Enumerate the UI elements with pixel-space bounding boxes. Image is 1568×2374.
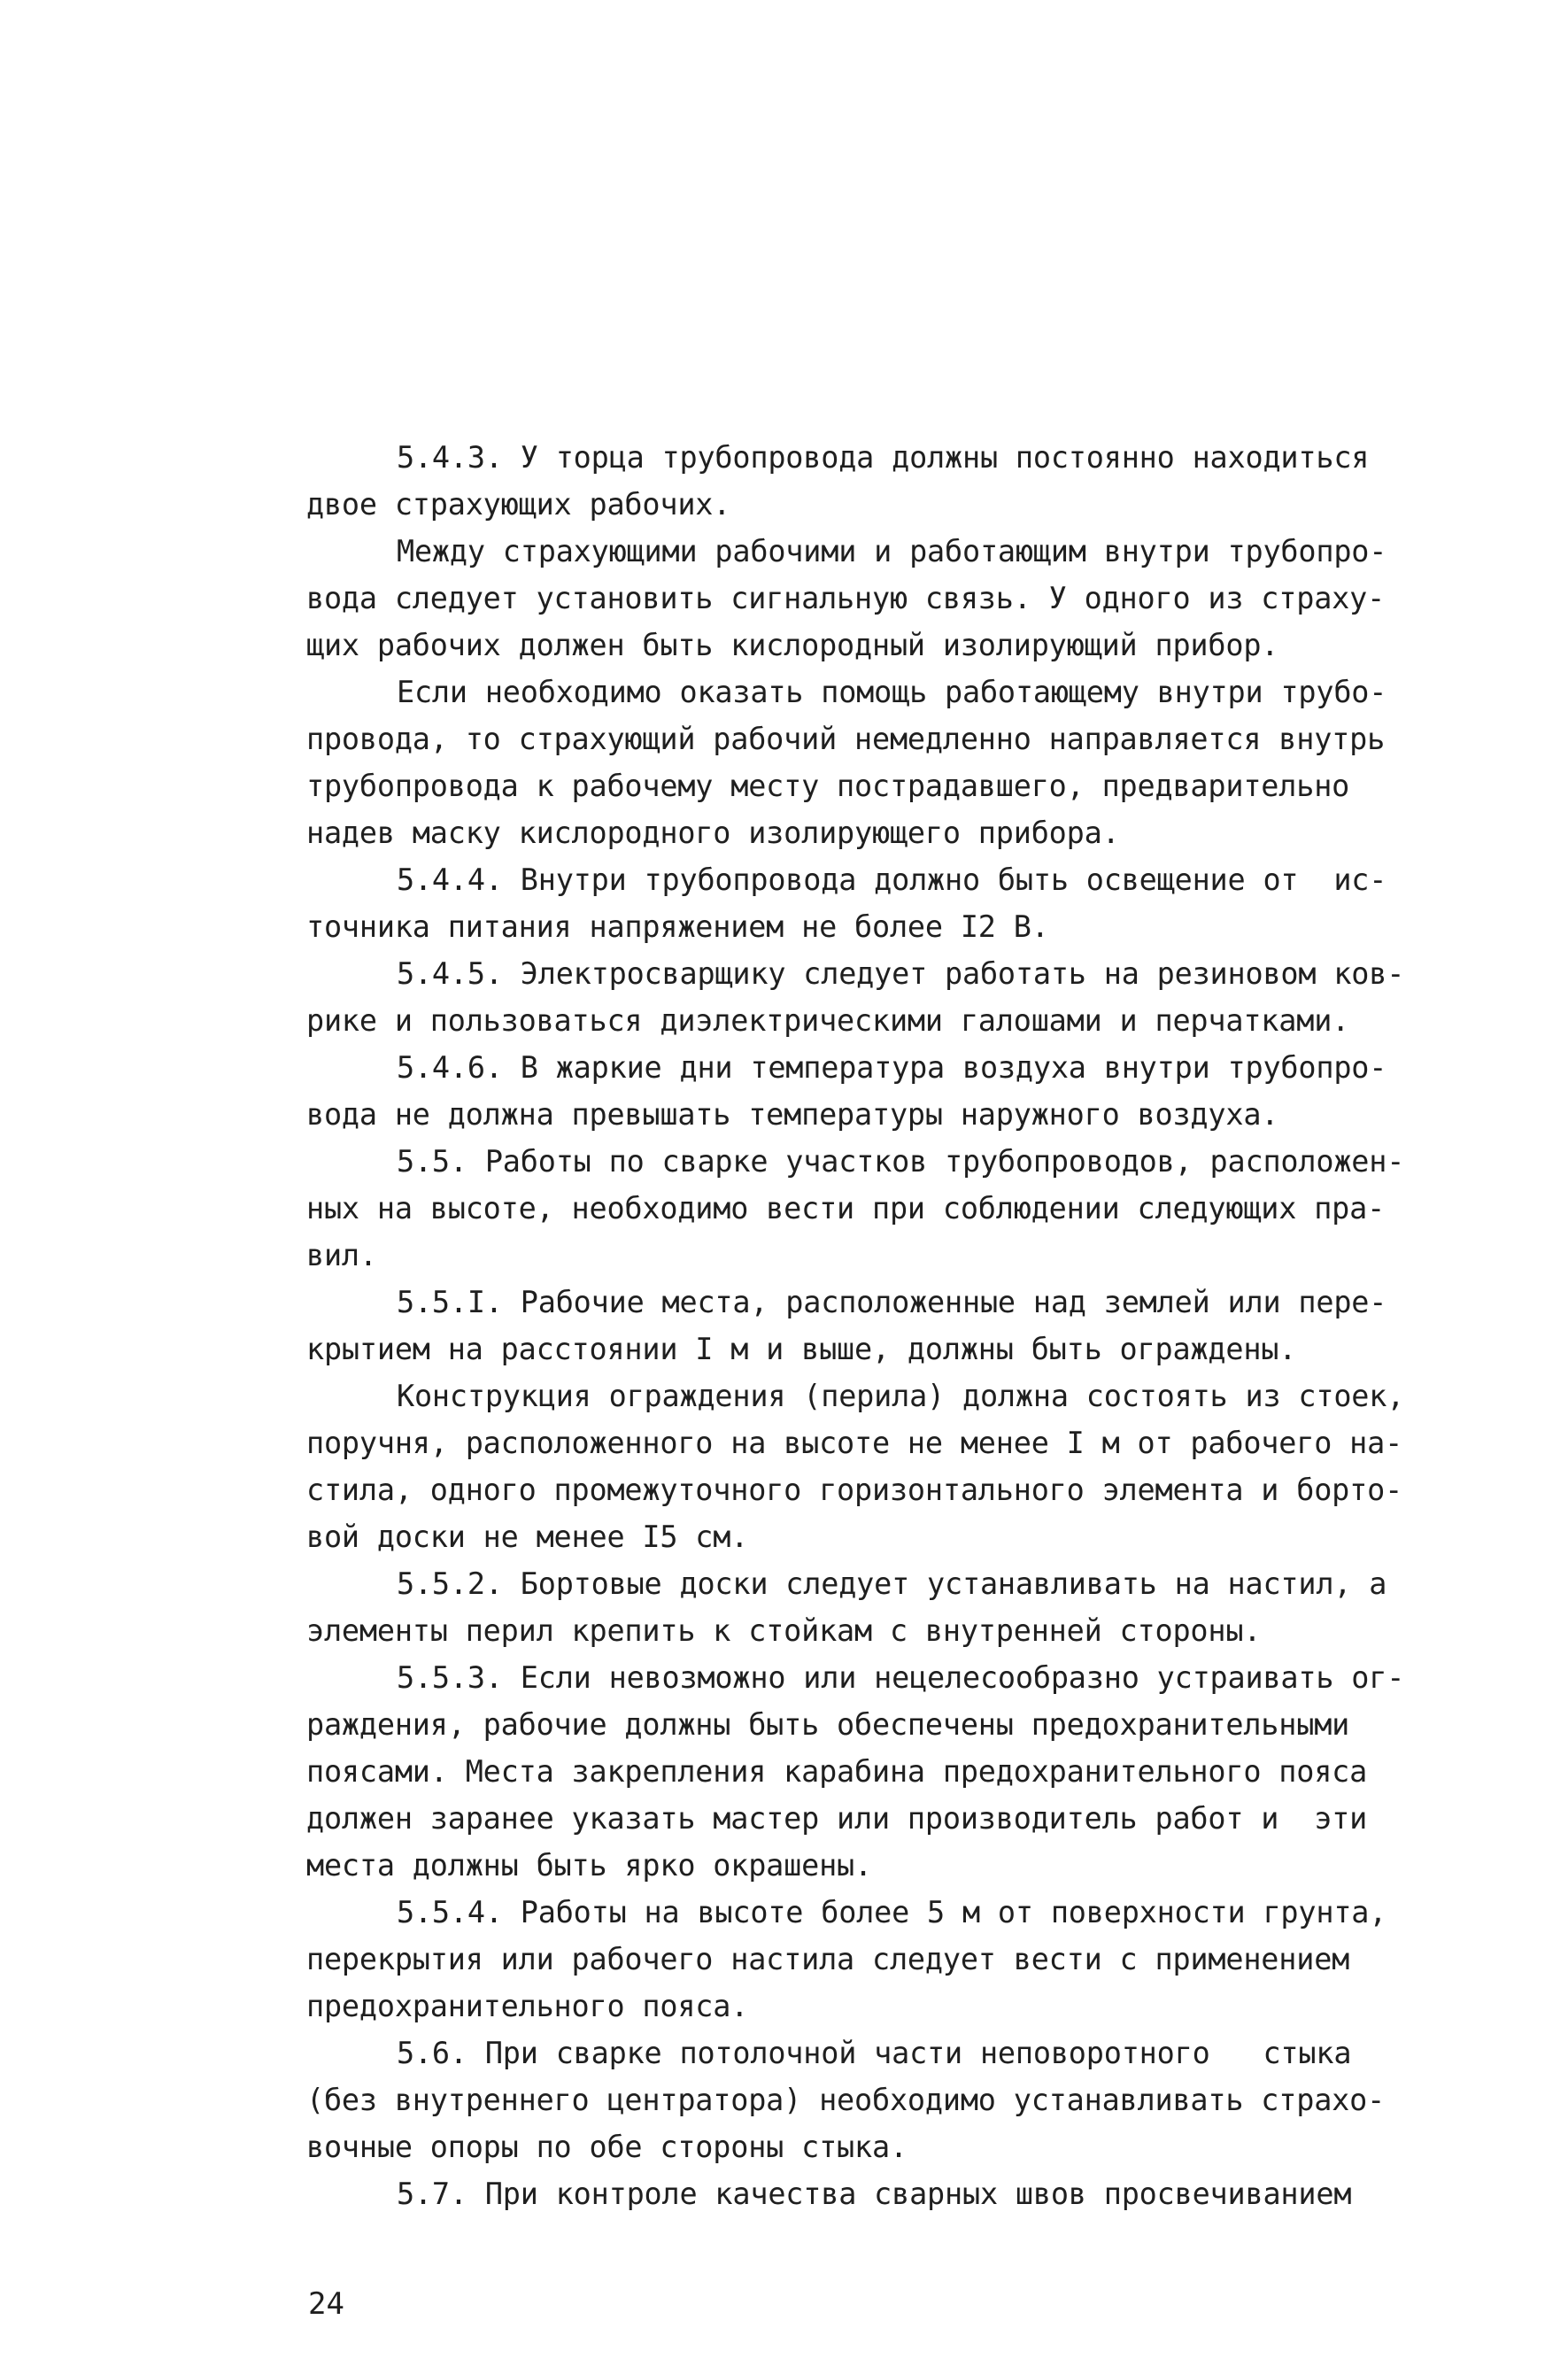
text-line: поясами. Места закрепления карабина предохранительного пояса: [306, 1754, 1368, 1789]
text-line: 5.4.6. В жаркие дни температура воздуха внутри трубопро-: [397, 1050, 1387, 1085]
text-line: трубопровода к рабочему месту пострадавшего, предварительно: [306, 769, 1350, 803]
text-line: стила, одного промежуточного горизонтального элемента и борто-: [306, 1473, 1403, 1507]
text-line: крытием на расстоянии I м и выше, должны быть ограждены.: [306, 1332, 1297, 1366]
text-line: элементы перил крепить к стойкам с внутренней стороны.: [306, 1613, 1262, 1648]
text-line: 5.5.3. Если невозможно или нецелесообразно устраивать ог-: [397, 1660, 1405, 1695]
text-line: 5.4.5. Электросварщику следует работать на резиновом ков-: [397, 956, 1405, 991]
text-line: вочные опоры по обе стороны стыка.: [306, 2130, 908, 2164]
text-line: Конструкция ограждения (перила) должна состоять из стоек,: [397, 1379, 1405, 1413]
text-line: предохранительного пояса.: [306, 1989, 749, 2023]
text-line: 5.7. При контроле качества сварных швов просвечиванием: [397, 2177, 1352, 2211]
text-line: Между страхующими рабочими и работающим внутри трубопро-: [397, 534, 1387, 568]
text-line: 5.5.2. Бортовые доски следует устанавливать на настил, а: [397, 1566, 1387, 1601]
text-line: должен заранее указать мастер или производитель работ и эти: [306, 1801, 1368, 1836]
page-number: 24: [308, 2286, 344, 2322]
text-line: вой доски не менее I5 см.: [306, 1520, 749, 1554]
text-line: точника питания напряжением не более I2 В.: [306, 909, 1049, 944]
text-line: вода следует установить сигнальную связь. У одного из страху-: [306, 581, 1386, 615]
text-line: провода, то страхующий рабочий немедленно направляется внутрь: [306, 722, 1386, 756]
text-line: места должны быть ярко окрашены.: [306, 1848, 872, 1883]
text-line: 5.5. Работы по сварке участков трубопроводов, расположен-: [397, 1144, 1405, 1179]
text-line: 5.6. При сварке потолочной части неповоротного стыка: [397, 2036, 1352, 2070]
text-line: раждения, рабочие должны быть обеспечены предохранительными: [306, 1707, 1350, 1742]
text-line: рике и пользоваться диэлектрическими галошами и перчатками.: [306, 1003, 1350, 1038]
text-line: щих рабочих должен быть кислородный изолирующий прибор.: [306, 628, 1279, 662]
text-line: 5.5.4. Работы на высоте более 5 м от поверхности грунта,: [397, 1895, 1387, 1929]
text-line: (без внутреннего центратора) необходимо устанавливать страхо-: [306, 2083, 1386, 2117]
text-line: 5.4.4. Внутри трубопровода должно быть освещение от ис-: [397, 862, 1387, 897]
body-text: [306, 434, 1440, 2217]
text-line: вил.: [306, 1238, 377, 1272]
text-line: поручня, расположенного на высоте не менее I м от рабочего на-: [306, 1426, 1403, 1460]
text-line: двое страхующих рабочих.: [306, 487, 731, 522]
text-line: надев маску кислородного изолирующего прибора.: [306, 816, 1120, 850]
text-line: 5.4.3. У торца трубопровода должны постоянно находиться: [397, 440, 1370, 475]
text-line: вода не должна превышать температуры наружного воздуха.: [306, 1097, 1279, 1132]
text-line: ных на высоте, необходимо вести при соблюдении следующих пра-: [306, 1191, 1386, 1226]
text-line: Если необходимо оказать помощь работающему внутри трубо-: [397, 675, 1387, 709]
text-line: 5.5.I. Рабочие места, расположенные над землей или пере-: [397, 1285, 1387, 1319]
text-line: перекрытия или рабочего настила следует вести с применением: [306, 1942, 1350, 1976]
